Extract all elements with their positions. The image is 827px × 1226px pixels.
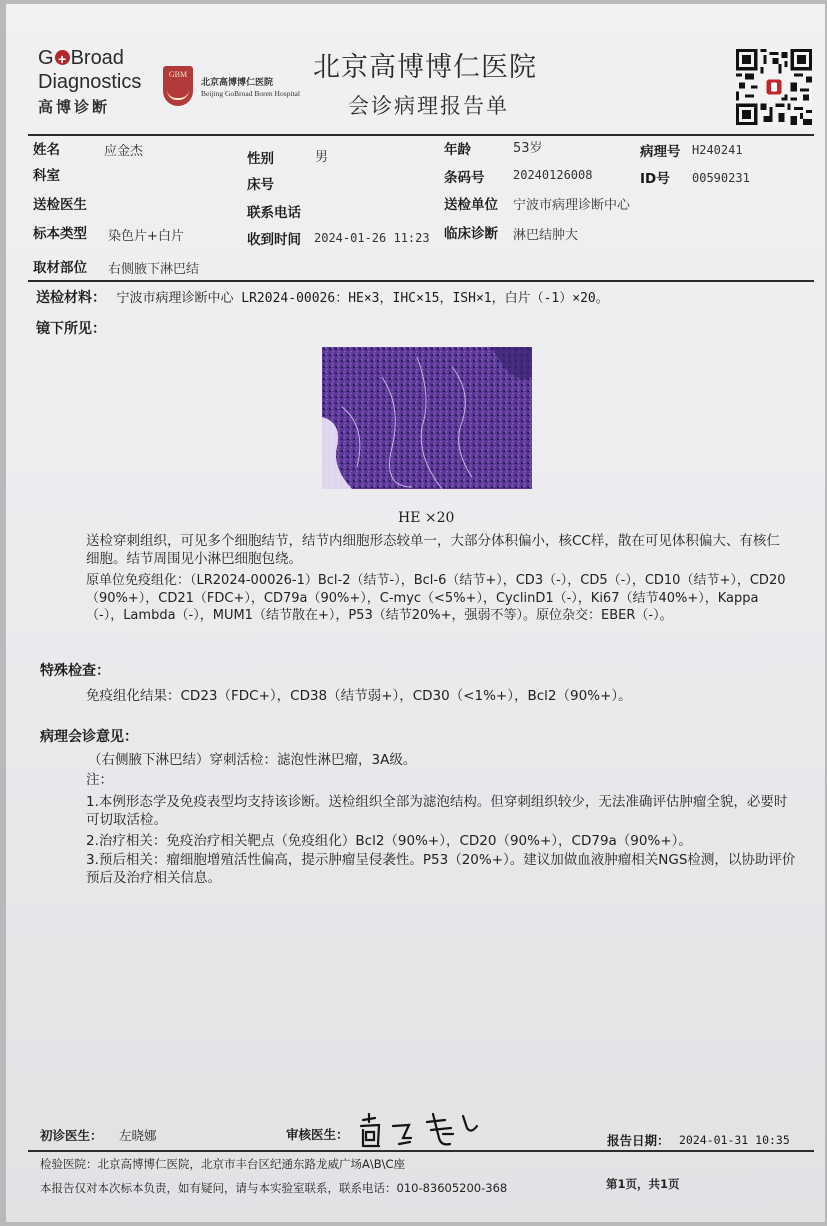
id-label: ID号	[640, 171, 670, 187]
initial-doctor-label: 初诊医生：	[40, 1128, 103, 1143]
material-label: 送检材料：	[36, 290, 106, 306]
patient-age: 53岁	[513, 141, 543, 156]
hospital-title: 北京高博博仁医院	[313, 52, 537, 83]
microscopy-description: 送检穿刺组织，可见多个细胞结节，结节内细胞形态较单一，大部分体积偏小，核CC样，散在可见体积偏大、有核仁细胞。结节周围见小淋巴细胞包绕。	[86, 533, 780, 567]
header-divider	[28, 134, 814, 136]
reviewer-label: 审核医生：	[286, 1127, 349, 1142]
material-text: 宁波市病理诊断中心 LR2024-00026：HE×3，IHC×15，ISH×1，白片（-1）×20。	[116, 291, 609, 306]
report-date: 2024-01-31 10:35	[679, 1133, 790, 1147]
special-exam-title: 特殊检查：	[40, 663, 110, 679]
logo-text-g: G	[38, 47, 54, 69]
logo-text-diagnostics: Diagnostics	[38, 71, 142, 93]
clinical-diagnosis: 淋巴结肿大	[513, 228, 579, 243]
dept-label: 科室	[33, 168, 60, 184]
logo-plus-icon	[55, 50, 70, 65]
gobroad-logo	[38, 46, 141, 120]
initial-doctor: 左晓娜	[119, 1128, 157, 1143]
note-1: 1.本例形态学及免疫表型均支持该诊断。送检组织全部为滤泡结构。但穿刺组织较少，无法准确评估肿瘤全貌，必要时可切取活检。	[86, 794, 788, 828]
he-micrograph	[322, 347, 532, 489]
gender-label: 性别	[247, 151, 274, 167]
sending-unit: 宁波市病理诊断中心	[513, 198, 631, 213]
specimen-type: 染色片+白片	[108, 229, 184, 244]
age-label: 年龄	[444, 142, 471, 158]
page-indicator: 第1页，共1页	[606, 1177, 680, 1191]
hospital-name-en: Beijing GoBroad Boren Hospital	[201, 89, 300, 98]
special-exam-results: 免疫组化结果：CD23（FDC+），CD38（结节弱+），CD30（<1%+），Bcl2（90%+）。	[86, 688, 632, 704]
original-ihc-results: 原单位免疫组化：（LR2024-00026-1）Bcl-2（结节-），Bcl-6（结节+），CD3（-），CD5（-），CD10（结节+），CD20（90%+），CD21（FDC+），CD79a（90%+），C-myc（<5%+），CyclinD1（-），Ki67（结节40%+），Kappa（-），Lambda（-），MUM1（结节散在+），P53（结节20%+，强弱不等）。原位杂交：EBER（-）。	[86, 573, 786, 623]
hospital-address: 检验医院：北京高博博仁医院，北京市丰台区纪通东路龙威广场A\B\C座	[40, 1157, 406, 1171]
barcode-no: 20240126008	[513, 168, 593, 182]
note-2: 2.治疗相关：免疫治疗相关靶点（免疫组化）Bcl2（90%+），CD20（90%+），CD79a（90%+）。	[86, 833, 692, 849]
material-row	[36, 287, 609, 307]
qr-code-icon	[736, 48, 812, 126]
micrograph-caption: HE ×20	[398, 510, 455, 526]
bed-label: 床号	[247, 177, 274, 193]
report-disclaimer: 本报告仅对本次标本负责，如有疑问，请与本实验室联系，联系电话：010-83605200-368	[40, 1181, 508, 1195]
pathology-no-label: 病理号	[640, 144, 681, 160]
report-title: 会诊病理报告单	[348, 94, 509, 118]
site-label: 取材部位	[33, 260, 87, 276]
microscopy-title: 镜下所见：	[36, 321, 106, 337]
gbm-badge-icon: GBM	[163, 66, 193, 106]
hospital-name-small: 北京高博博仁医院	[201, 78, 274, 88]
footer-divider	[28, 1150, 814, 1152]
clinical-label: 临床诊断	[444, 226, 498, 242]
reviewer-signature	[355, 1108, 485, 1153]
info-divider	[28, 280, 814, 282]
note-3: 3.预后相关：瘤细胞增殖活性偏高，提示肿瘤呈侵袭性。P53（20%+）。建议加做血液肿瘤相关NGS检测，以协助评价预后及治疗相关信息。	[86, 852, 796, 886]
sampling-site: 右侧腋下淋巴结	[108, 262, 200, 277]
pathology-no: H240241	[692, 143, 743, 157]
report-date-label: 报告日期：	[607, 1133, 670, 1148]
patient-name: 应金杰	[104, 144, 144, 159]
phone-label: 联系电话	[247, 205, 301, 221]
logo-text-cn: 高博诊断	[38, 99, 111, 116]
logo-text-broad: Broad	[70, 47, 124, 69]
received-label: 收到时间	[247, 232, 301, 248]
specimen-type-label: 标本类型	[33, 226, 87, 242]
received-time: 2024-01-26 11:23	[314, 231, 430, 245]
barcode-label: 条码号	[444, 170, 485, 186]
opinion-title: 病理会诊意见：	[40, 729, 138, 745]
sending-unit-label: 送检单位	[444, 197, 498, 213]
patient-id: 00590231	[692, 171, 750, 185]
patient-gender: 男	[315, 150, 329, 165]
doctor-label: 送检医生	[33, 197, 87, 213]
name-label: 姓名	[33, 142, 60, 158]
diagnosis-text: （右侧腋下淋巴结）穿刺活检：滤泡性淋巴瘤，3A级。	[88, 752, 417, 768]
note-label: 注：	[86, 772, 113, 788]
